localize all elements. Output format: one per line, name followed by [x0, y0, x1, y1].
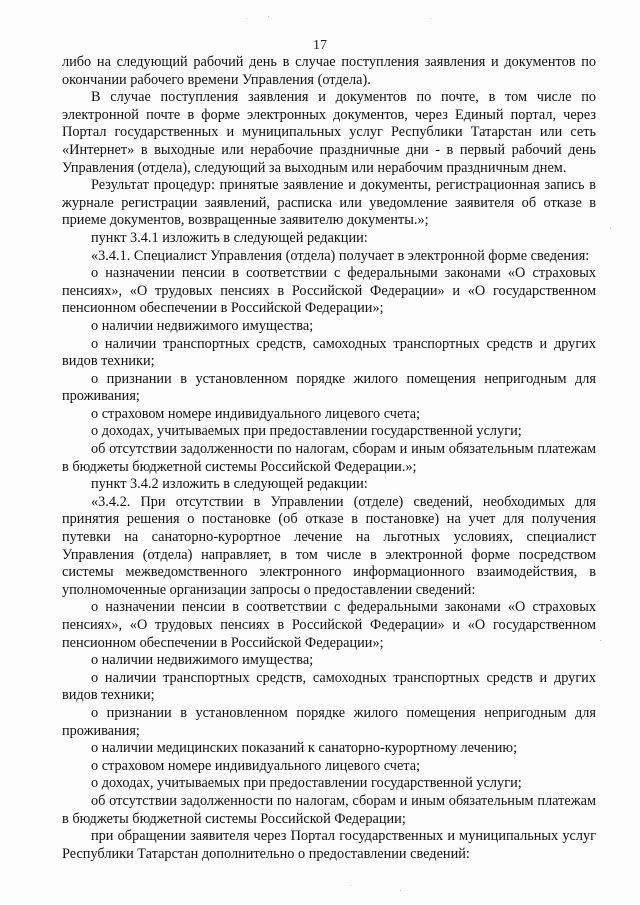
scan-speck: [400, 890, 401, 891]
scan-speck: [246, 18, 247, 19]
paragraph: при обращении заявителя через Портал государственных и муниципальных услуг Республики Татарстан дополнительно о предоставлении сведений:: [62, 828, 596, 862]
paragraph: о наличии недвижимого имущества;: [91, 317, 314, 334]
paragraph: пункт 3.4.2 изложить в следующей редакции:: [91, 476, 368, 493]
paragraph: о страховом номере индивидуального лицевого счета;: [91, 405, 421, 422]
paragraph: о признании в установленном порядке жилого помещения непригодным для проживания;: [62, 704, 596, 739]
paragraph: о доходах, учитываемых при предоставлении государственной услуги;: [91, 423, 522, 440]
paragraph: о страховом номере индивидуального лицевого счета;: [91, 757, 421, 774]
scan-speck: [268, 16, 269, 17]
paragraph: «3.4.2. При отсутствии в Управлении (отделе) сведений, необходимых для принятия решения о постановке (об отказе в постановке) на учет для получения путевки на санаторно-курортное лечение на льготных условиях, специалист Управления (отдела) направляет, в том числе в электронной форме посредством системы межведомственного электронного информационного взаимодействия, в уполномоченные организации запросы о предоставлении сведений:: [62, 493, 596, 598]
scan-speck: [600, 640, 601, 641]
paragraph: «3.4.1. Специалист Управления (отдела) получает в электронной форме сведения:: [91, 247, 590, 264]
paragraph: В случае поступления заявления и документов по почте, в том числе по электронной почте в форме электронных документов, через Единый портал, через Портал государственных и муниципальных услуг Республики Татарстан или сеть «Интернет» в выходные или нерабочие праздничные дни - в первый рабочий день Управления (отдела), следующий за выходным или нерабочим праздничным днем.: [62, 89, 596, 176]
paragraph: пункт 3.4.1 изложить в следующей редакции:: [91, 229, 368, 246]
paragraph: о назначении пенсии в соответствии с федеральными законами «О страховых пенсиях», «О трудовых пенсиях в Российской Федерации» и «О государственном пенсионном обеспечении в Российской Федерации»;: [62, 599, 596, 651]
paragraph: либо на следующий рабочий день в случае поступления заявления и документов по окончании рабочего времени Управления (отдела).: [62, 54, 596, 88]
scan-speck: [610, 228, 611, 229]
paragraph: о доходах, учитываемых при предоставлении государственной услуги;: [91, 775, 522, 792]
paragraph: о назначении пенсии в соответствии с федеральными законами «О страховых пенсиях», «О трудовых пенсиях в Российской Федерации» и «О государственном пенсионном обеспечении в Российской Федерации»;: [62, 265, 596, 317]
paragraph: об отсутствии задолженности по налогам, сборам и иным обязательным платежам в бюджеты бюджетной системы Российской Федерации;: [62, 792, 596, 827]
scan-speck: [430, 18, 431, 19]
paragraph: об отсутствии задолженности по налогам, сборам и иным обязательным платежам в бюджеты бюджетной системы Российской Федерации.»;: [62, 441, 596, 475]
paragraph: о наличии недвижимого имущества;: [91, 652, 314, 669]
document-body: [62, 54, 596, 863]
paragraph: Результат процедур: принятые заявление и документы, регистрационная запись в журнале регистрации заявлений, расписка или уведомление заявителя об отказе в приеме документов, возвращенные заявителю документы.»;: [62, 177, 596, 229]
paragraph: о наличии транспортных средств, самоходных транспортных средств и других видов техники;: [62, 335, 596, 370]
paragraph: о признании в установленном порядке жилого помещения непригодным для проживания;: [62, 370, 596, 405]
scan-speck: [350, 885, 351, 886]
paragraph: о наличии транспортных средств, самоходных транспортных средств и других видов техники;: [62, 669, 596, 704]
paragraph: о наличии медицинских показаний к санаторно-курортному лечению;: [91, 740, 518, 757]
page-number: 17: [313, 38, 327, 53]
